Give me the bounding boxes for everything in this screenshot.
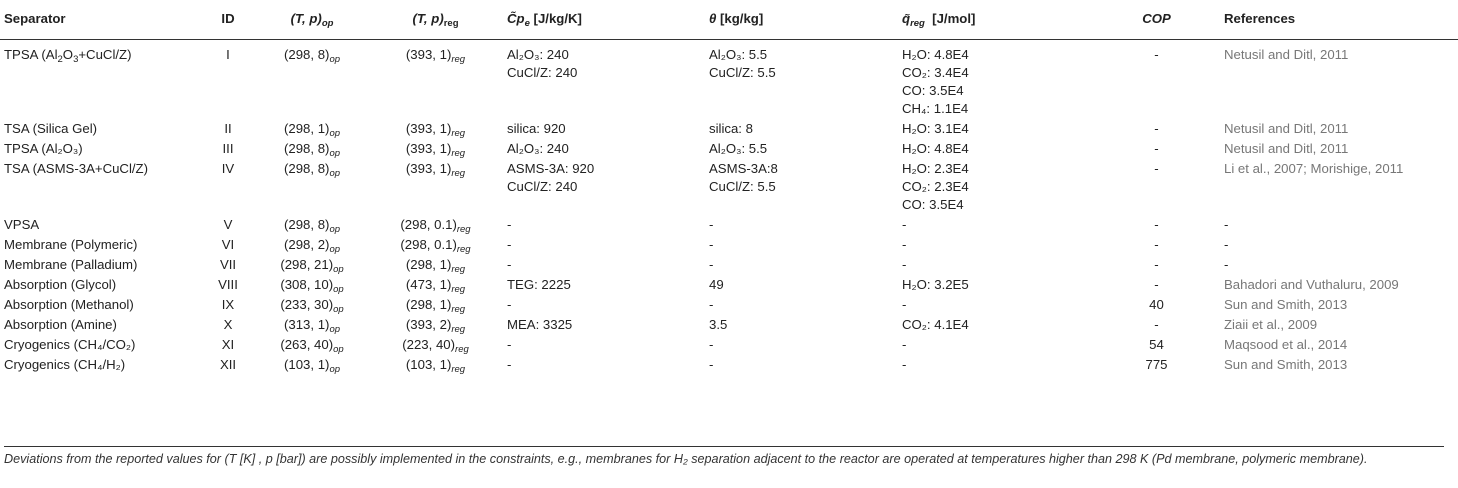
cell-cp	[503, 235, 705, 255]
cell-cop: -	[1154, 217, 1159, 232]
cell-tp-reg	[368, 255, 503, 275]
cell-tp-op-subscript: op	[333, 304, 344, 315]
cell-reference: -	[1224, 257, 1229, 272]
cell-id: III	[222, 141, 234, 156]
cell-q	[898, 215, 1093, 235]
cell-tp-reg-value: (298, 0.1)	[400, 217, 457, 232]
cell-q	[898, 355, 1093, 375]
table-row	[0, 139, 1458, 159]
cell-cp-line: CuCl/Z: 240	[507, 179, 578, 194]
cell-cop: -	[1154, 277, 1159, 292]
table-row	[0, 255, 1458, 275]
cell-tp-reg-value: (473, 1)	[405, 277, 452, 292]
cell-q-line: -	[902, 297, 907, 312]
cell-cp	[503, 355, 705, 375]
cell-separator: Membrane (Polymeric)	[4, 237, 138, 252]
cell-id: VIII	[218, 277, 238, 292]
footnote: Deviations from the reported values for (T [K] , p [bar]) are possibly implemented in the constraints, e.g., membranes for H₂ separation adjacent to the reactor are operated at temperatures higher than 298 K (Pd membrane, polymeric membrane).	[4, 446, 1444, 469]
cell-reference: Ziaii et al., 2009	[1224, 317, 1318, 332]
cell-theta	[705, 40, 898, 120]
table-row	[0, 215, 1458, 235]
cell-separator	[0, 40, 200, 120]
cell-tp-op-value: (298, 21)	[280, 257, 334, 272]
cell-tp-reg-value: (103, 1)	[405, 357, 452, 372]
cell-theta-line: -	[709, 257, 714, 272]
separator-part: TPSA (Al	[4, 47, 58, 62]
cell-cop: -	[1154, 257, 1159, 272]
cell-tp-reg	[368, 215, 503, 235]
cell-tp-op-value: (298, 8)	[283, 141, 330, 156]
cell-q-line: -	[902, 337, 907, 352]
cell-theta	[705, 139, 898, 159]
table-row	[0, 355, 1458, 375]
cell-cp-line: Al₂O₃: 240	[507, 47, 569, 62]
separator-part: 2	[57, 54, 63, 65]
cell-reference: Li et al., 2007; Morishige, 2011	[1224, 161, 1404, 176]
header-q: $q̃_{reg}$ [J/mol]	[898, 0, 1093, 40]
cell-tp-reg-value: (393, 1)	[405, 121, 452, 136]
header-tp-op: (T, $p)_{op}$	[256, 0, 368, 40]
cell-reference: Netusil and Ditl, 2011	[1224, 47, 1349, 62]
cell-tp-op-subscript: op	[329, 128, 341, 139]
cell-cp-line: -	[507, 237, 512, 252]
cell-q-line: -	[902, 217, 907, 232]
cell-q-line: -	[902, 357, 907, 372]
table-row	[0, 159, 1458, 215]
cell-id: V	[223, 217, 233, 232]
cell-separator: TPSA (Al₂O₃)	[4, 141, 83, 156]
cell-cp-line: -	[507, 337, 512, 352]
separator-part: +CuCl/Z)	[78, 47, 132, 62]
cell-cop: 40	[1149, 297, 1164, 312]
cell-q-line: -	[902, 257, 907, 272]
cell-reference: Bahadori and Vuthaluru, 2009	[1224, 277, 1399, 292]
cell-q-line: CO₂: 3.4E4	[902, 65, 969, 80]
cell-id: VII	[219, 257, 237, 272]
cell-theta	[705, 119, 898, 139]
cell-cp	[503, 159, 705, 215]
cell-tp-reg-subscript: reg	[451, 324, 466, 335]
cell-tp-op	[256, 275, 368, 295]
cell-cop: -	[1154, 317, 1159, 332]
cell-tp-op	[256, 335, 368, 355]
cell-separator: Membrane (Palladium)	[4, 257, 138, 272]
cell-theta-line: Al₂O₃: 5.5	[709, 47, 768, 62]
table-row	[0, 335, 1458, 355]
cell-tp-reg-subscript: reg	[451, 364, 466, 375]
cell-tp-reg	[368, 275, 503, 295]
cell-cp-line: CuCl/Z: 240	[507, 65, 578, 80]
cell-tp-reg	[368, 335, 503, 355]
cell-theta	[705, 315, 898, 335]
cell-cp	[503, 335, 705, 355]
cell-tp-reg	[368, 295, 503, 315]
cell-q	[898, 159, 1093, 215]
cell-tp-op-subscript: op	[329, 364, 341, 375]
cell-tp-reg	[368, 159, 503, 215]
table-row	[0, 119, 1458, 139]
header-tp-reg: (T, $p)_{reg}$	[368, 0, 503, 40]
separator-part: O	[62, 47, 74, 62]
header-references: References	[1220, 0, 1458, 40]
table-row	[0, 40, 1458, 120]
cell-separator: Cryogenics (CH₄/H₂)	[4, 357, 126, 372]
cell-cp-line: silica: 920	[507, 121, 566, 136]
cell-theta-line: Al₂O₃: 5.5	[709, 141, 768, 156]
cell-id: I	[226, 47, 230, 62]
cell-cp	[503, 275, 705, 295]
cell-tp-reg	[368, 315, 503, 335]
cell-tp-reg-value: (393, 2)	[405, 317, 452, 332]
cell-tp-op-value: (313, 1)	[283, 317, 330, 332]
cell-q	[898, 235, 1093, 255]
cell-tp-reg	[368, 119, 503, 139]
cell-cp-line: -	[507, 217, 512, 232]
cell-tp-reg-value: (393, 1)	[405, 161, 452, 176]
cell-tp-op	[256, 119, 368, 139]
cell-tp-op-subscript: op	[329, 54, 341, 65]
separator-part: 3	[73, 54, 79, 65]
cell-tp-reg-value: (393, 1)	[405, 141, 452, 156]
cell-q	[898, 335, 1093, 355]
cell-theta	[705, 355, 898, 375]
cell-theta-line: -	[709, 337, 714, 352]
header-separator: Separator	[0, 0, 200, 40]
table-row	[0, 275, 1458, 295]
cell-theta-line: -	[709, 237, 714, 252]
cell-tp-op-value: (298, 1)	[283, 121, 330, 136]
cell-separator: Cryogenics (CH₄/CO₂)	[4, 337, 136, 352]
cell-q-line: H₂O: 3.1E4	[902, 121, 969, 136]
cell-tp-reg-subscript: reg	[456, 224, 471, 235]
cell-id: X	[223, 317, 233, 332]
cell-tp-reg-subscript: reg	[451, 54, 466, 65]
cell-tp-op	[256, 235, 368, 255]
header-cop: COP	[1093, 0, 1220, 40]
cell-tp-op-subscript: op	[329, 148, 341, 159]
cell-tp-reg	[368, 235, 503, 255]
cell-tp-reg-subscript: reg	[451, 264, 466, 275]
cell-q	[898, 139, 1093, 159]
cell-q	[898, 40, 1093, 120]
cell-tp-reg-value: (393, 1)	[405, 47, 452, 62]
cell-cp	[503, 255, 705, 275]
cell-tp-reg-value: (298, 0.1)	[400, 237, 457, 252]
cell-cop: -	[1154, 161, 1159, 176]
cell-cp-line: TEG: 2225	[507, 277, 571, 292]
cell-tp-op	[256, 215, 368, 235]
cell-tp-reg-subscript: reg	[451, 128, 466, 139]
cell-cp-line: -	[507, 357, 512, 372]
cell-tp-op-subscript: op	[329, 324, 341, 335]
cell-tp-op-subscript: op	[333, 284, 344, 295]
cell-theta	[705, 215, 898, 235]
cell-q	[898, 275, 1093, 295]
cell-separator: TSA (ASMS-3A+CuCl/Z)	[4, 161, 148, 176]
cell-theta	[705, 159, 898, 215]
cell-theta-line: CuCl/Z: 5.5	[709, 65, 776, 80]
cell-cp	[503, 215, 705, 235]
cell-theta	[705, 295, 898, 315]
header-id: ID	[200, 0, 256, 40]
cell-theta	[705, 275, 898, 295]
cell-cp	[503, 139, 705, 159]
cell-reference: -	[1224, 237, 1229, 252]
table-row	[0, 235, 1458, 255]
cell-theta	[705, 335, 898, 355]
cell-cop: 54	[1149, 337, 1164, 352]
cell-q-line: H₂O: 2.3E4	[902, 161, 969, 176]
cell-separator: Absorption (Methanol)	[4, 297, 134, 312]
cell-q	[898, 295, 1093, 315]
cell-cop: 775	[1145, 357, 1168, 372]
cell-cp-line: -	[507, 257, 512, 272]
cell-tp-op	[256, 355, 368, 375]
cell-q	[898, 119, 1093, 139]
table-row	[0, 315, 1458, 335]
cell-q-line: CO: 3.5E4	[902, 197, 964, 212]
cell-id: XII	[219, 357, 237, 372]
cell-q	[898, 255, 1093, 275]
table-row	[0, 295, 1458, 315]
cell-id: IV	[221, 161, 235, 176]
cell-q-line: H₂O: 3.2E5	[902, 277, 969, 292]
cell-tp-reg-subscript: reg	[451, 168, 466, 179]
cell-tp-reg-value: (298, 1)	[405, 257, 452, 272]
cell-tp-op-subscript: op	[333, 344, 344, 355]
cell-reference: -	[1224, 217, 1229, 232]
cell-id: XI	[221, 337, 235, 352]
cell-q-line: CO₂: 2.3E4	[902, 179, 969, 194]
cell-theta-line: silica: 8	[709, 121, 753, 136]
cell-tp-reg	[368, 40, 503, 120]
cell-cp	[503, 119, 705, 139]
cell-tp-op-subscript: op	[329, 244, 341, 255]
cell-id: VI	[221, 237, 235, 252]
cell-separator: VPSA	[4, 217, 40, 232]
cell-tp-op	[256, 40, 368, 120]
cell-tp-op	[256, 315, 368, 335]
cell-cop: -	[1154, 47, 1159, 62]
cell-id: IX	[221, 297, 235, 312]
cell-tp-op-subscript: op	[329, 224, 341, 235]
cell-q-line: -	[902, 237, 907, 252]
cell-theta-line: -	[709, 297, 714, 312]
cell-q-line: H₂O: 4.8E4	[902, 47, 969, 62]
cell-tp-op	[256, 295, 368, 315]
cell-tp-op-subscript: op	[333, 264, 344, 275]
cell-tp-op-subscript: op	[329, 168, 341, 179]
cell-q-line: CO₂: 4.1E4	[902, 317, 969, 332]
cell-cp	[503, 295, 705, 315]
cell-tp-op	[256, 255, 368, 275]
cell-q-line: CH₄: 1.1E4	[902, 101, 969, 116]
cell-theta-line: CuCl/Z: 5.5	[709, 179, 776, 194]
cell-tp-op-value: (298, 8)	[283, 47, 330, 62]
cell-cop: -	[1154, 141, 1159, 156]
cell-tp-op	[256, 139, 368, 159]
table-body	[0, 40, 1458, 376]
cell-tp-op-value: (308, 10)	[280, 277, 334, 292]
cell-reference: Netusil and Ditl, 2011	[1224, 121, 1349, 136]
cell-theta-line: 3.5	[709, 317, 728, 332]
cell-tp-op-value: (263, 40)	[280, 337, 334, 352]
cell-cop: -	[1154, 121, 1159, 136]
cell-tp-op-value: (298, 8)	[283, 217, 330, 232]
cell-q-line: H₂O: 4.8E4	[902, 141, 969, 156]
header-cp: $C̃p_e$ [J/kg/K]	[503, 0, 705, 40]
cell-cp-line: ASMS-3A: 920	[507, 161, 595, 176]
cell-tp-reg-subscript: reg	[451, 148, 466, 159]
cell-theta-line: -	[709, 357, 714, 372]
cell-cop: -	[1154, 237, 1159, 252]
cell-tp-reg	[368, 139, 503, 159]
cell-separator: Absorption (Glycol)	[4, 277, 117, 292]
cell-tp-op-value: (298, 2)	[283, 237, 330, 252]
cell-cp	[503, 315, 705, 335]
cell-reference: Netusil and Ditl, 2011	[1224, 141, 1349, 156]
cell-tp-reg-subscript: reg	[451, 304, 466, 315]
cell-theta-line: ASMS-3A:8	[709, 161, 778, 176]
cell-tp-reg-value: (298, 1)	[405, 297, 452, 312]
cell-reference: Sun and Smith, 2013	[1224, 357, 1348, 372]
cell-tp-op-value: (298, 8)	[283, 161, 330, 176]
cell-tp-op-value: (103, 1)	[283, 357, 330, 372]
header-theta: θ [kg/kg]	[705, 0, 898, 40]
cell-id: II	[224, 121, 232, 136]
cell-cp-line: Al₂O₃: 240	[507, 141, 569, 156]
cell-theta	[705, 235, 898, 255]
cell-tp-reg-subscript: reg	[456, 244, 471, 255]
cell-q	[898, 315, 1093, 335]
cell-cp-line: MEA: 3325	[507, 317, 573, 332]
cell-tp-reg-subscript: reg	[451, 284, 466, 295]
cell-theta	[705, 255, 898, 275]
cell-reference: Maqsood et al., 2014	[1224, 337, 1348, 352]
cell-q-line: CO: 3.5E4	[902, 83, 964, 98]
cell-reference: Sun and Smith, 2013	[1224, 297, 1348, 312]
header-row	[0, 0, 1458, 40]
cell-cp	[503, 40, 705, 120]
cell-cp-line: -	[507, 297, 512, 312]
cell-tp-op	[256, 159, 368, 215]
cell-tp-reg	[368, 355, 503, 375]
cell-tp-op-value: (233, 30)	[280, 297, 334, 312]
cell-separator: Absorption (Amine)	[4, 317, 117, 332]
cell-theta-line: 49	[709, 277, 724, 292]
cell-theta-line: -	[709, 217, 714, 232]
cell-tp-reg-subscript: reg	[455, 344, 469, 355]
cell-separator: TSA (Silica Gel)	[4, 121, 98, 136]
cell-tp-reg-value: (223, 40)	[402, 337, 456, 352]
